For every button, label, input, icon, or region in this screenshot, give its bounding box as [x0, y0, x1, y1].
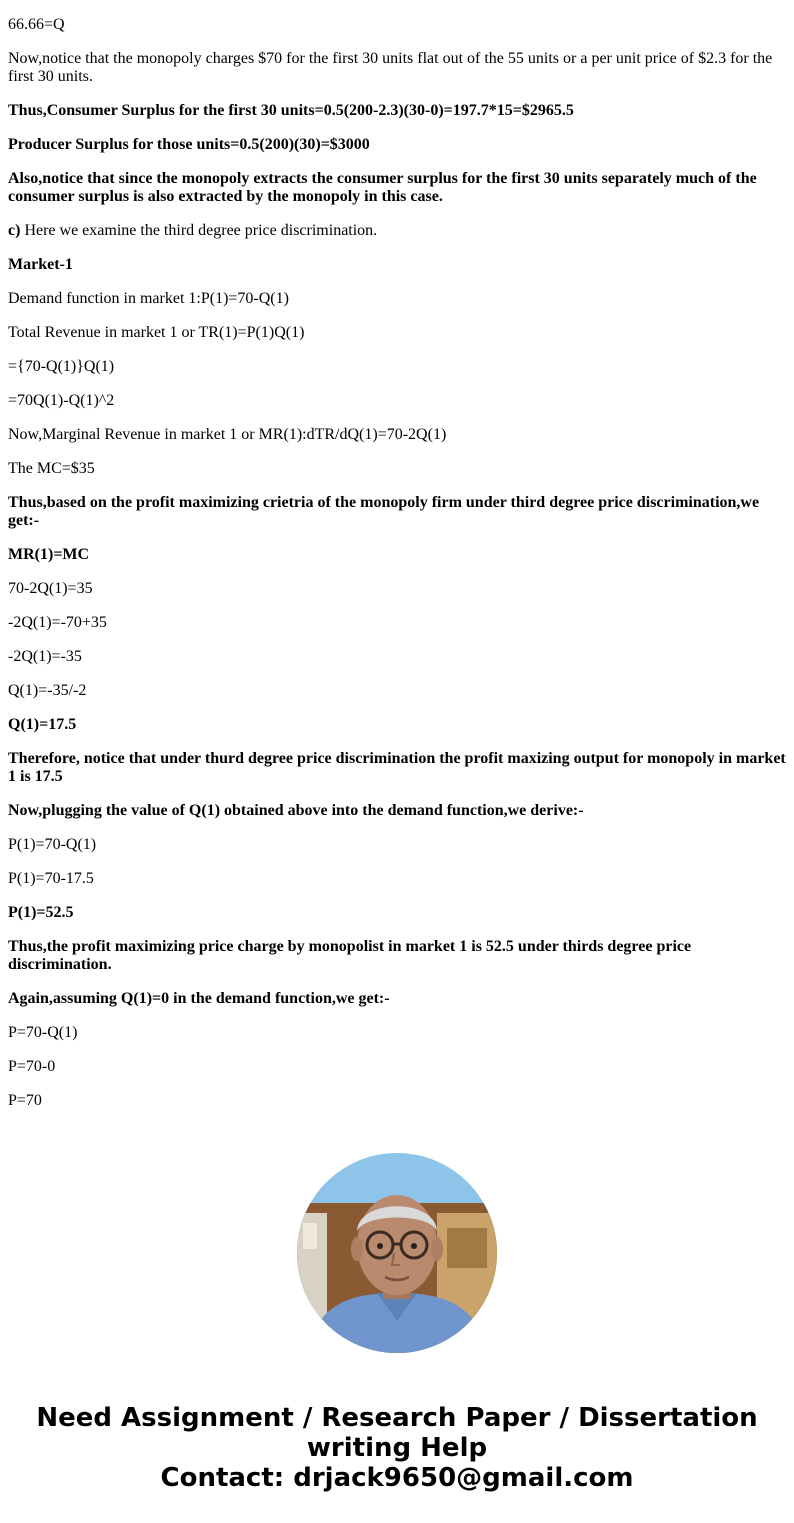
line-demand-function: Demand function in market 1:P(1)=70-Q(1): [8, 290, 289, 307]
line-total-revenue: Total Revenue in market 1 or TR(1)=P(1)Q(1): [8, 324, 305, 341]
line-equation-step-3: -2Q(1)=-35: [8, 648, 82, 665]
line-p1-result: P(1)=52.5: [8, 904, 74, 921]
line-producer-surplus: Producer Surplus for those units=0.5(200)(30)=$3000: [8, 136, 370, 153]
line-equation-step-1: 70-2Q(1)=35: [8, 580, 93, 597]
line-intercept-step-1: P=70-Q(1): [8, 1024, 78, 1041]
line-profit-criteria: Thus,based on the profit maximizing crietria of the monopoly firm under third degree price discrimination,we get:-: [8, 494, 760, 529]
line-q1-result: Q(1)=17.5: [8, 716, 77, 733]
line-price-step-2: P(1)=70-17.5: [8, 870, 94, 887]
market-1-heading: Market-1: [8, 256, 73, 273]
line-assume-q-zero: Again,assuming Q(1)=0 in the demand function,we get:-: [8, 990, 390, 1007]
solution-text: [8, 16, 788, 1126]
line-tr-simplified: =70Q(1)-Q(1)^2: [8, 392, 115, 409]
line-surplus-extraction-note: Also,notice that since the monopoly extracts the consumer surplus for the first 30 units separately much of the consumer surplus is also extracted by the monopoly in this case.: [8, 170, 757, 205]
promo-contact: Contact: drjack9650@gmail.com: [160, 1463, 634, 1493]
promo-footer: [0, 1403, 794, 1493]
line-quantity-result: 66.66=Q: [8, 16, 65, 33]
line-marginal-revenue: Now,Marginal Revenue in market 1 or MR(1):dTR/dQ(1)=70-2Q(1): [8, 426, 447, 443]
section-c-intro: [8, 222, 788, 240]
line-monopoly-charges: Now,notice that the monopoly charges $70 for the first 30 units flat out of the 55 units or a per unit price of $2.3 for the first 30 units.: [8, 50, 773, 85]
line-equation-step-4: Q(1)=-35/-2: [8, 682, 87, 699]
line-marginal-cost: The MC=$35: [8, 460, 95, 477]
author-avatar: [297, 1153, 497, 1353]
promo-line-2: writing Help: [306, 1433, 488, 1463]
line-tr-expanded: ={70-Q(1)}Q(1): [8, 358, 115, 375]
line-price-step-1: P(1)=70-Q(1): [8, 836, 97, 853]
line-mr-equals-mc: MR(1)=MC: [8, 546, 90, 563]
line-price-conclusion: Thus,the profit maximizing price charge by monopolist in market 1 is 52.5 under thirds degree price discrimination.: [8, 938, 692, 973]
line-output-conclusion: Therefore, notice that under thurd degree price discrimination the profit maxizing output for monopoly in market 1 is 17.5: [8, 750, 786, 785]
section-c-label: c): [8, 222, 21, 239]
line-equation-step-2: -2Q(1)=-70+35: [8, 614, 107, 631]
line-consumer-surplus: Thus,Consumer Surplus for the first 30 units=0.5(200-2.3)(30-0)=197.7*15=$2965.5: [8, 102, 574, 119]
line-plugging-value: Now,plugging the value of Q(1) obtained above into the demand function,we derive:-: [8, 802, 584, 819]
section-c-text: Here we examine the third degree price discrimination.: [20, 222, 378, 239]
line-intercept-result: P=70: [8, 1092, 42, 1109]
author-portrait-image: [297, 1153, 497, 1353]
promo-line-1: Need Assignment / Research Paper / Dissertation: [36, 1403, 758, 1433]
line-intercept-step-2: P=70-0: [8, 1058, 56, 1075]
